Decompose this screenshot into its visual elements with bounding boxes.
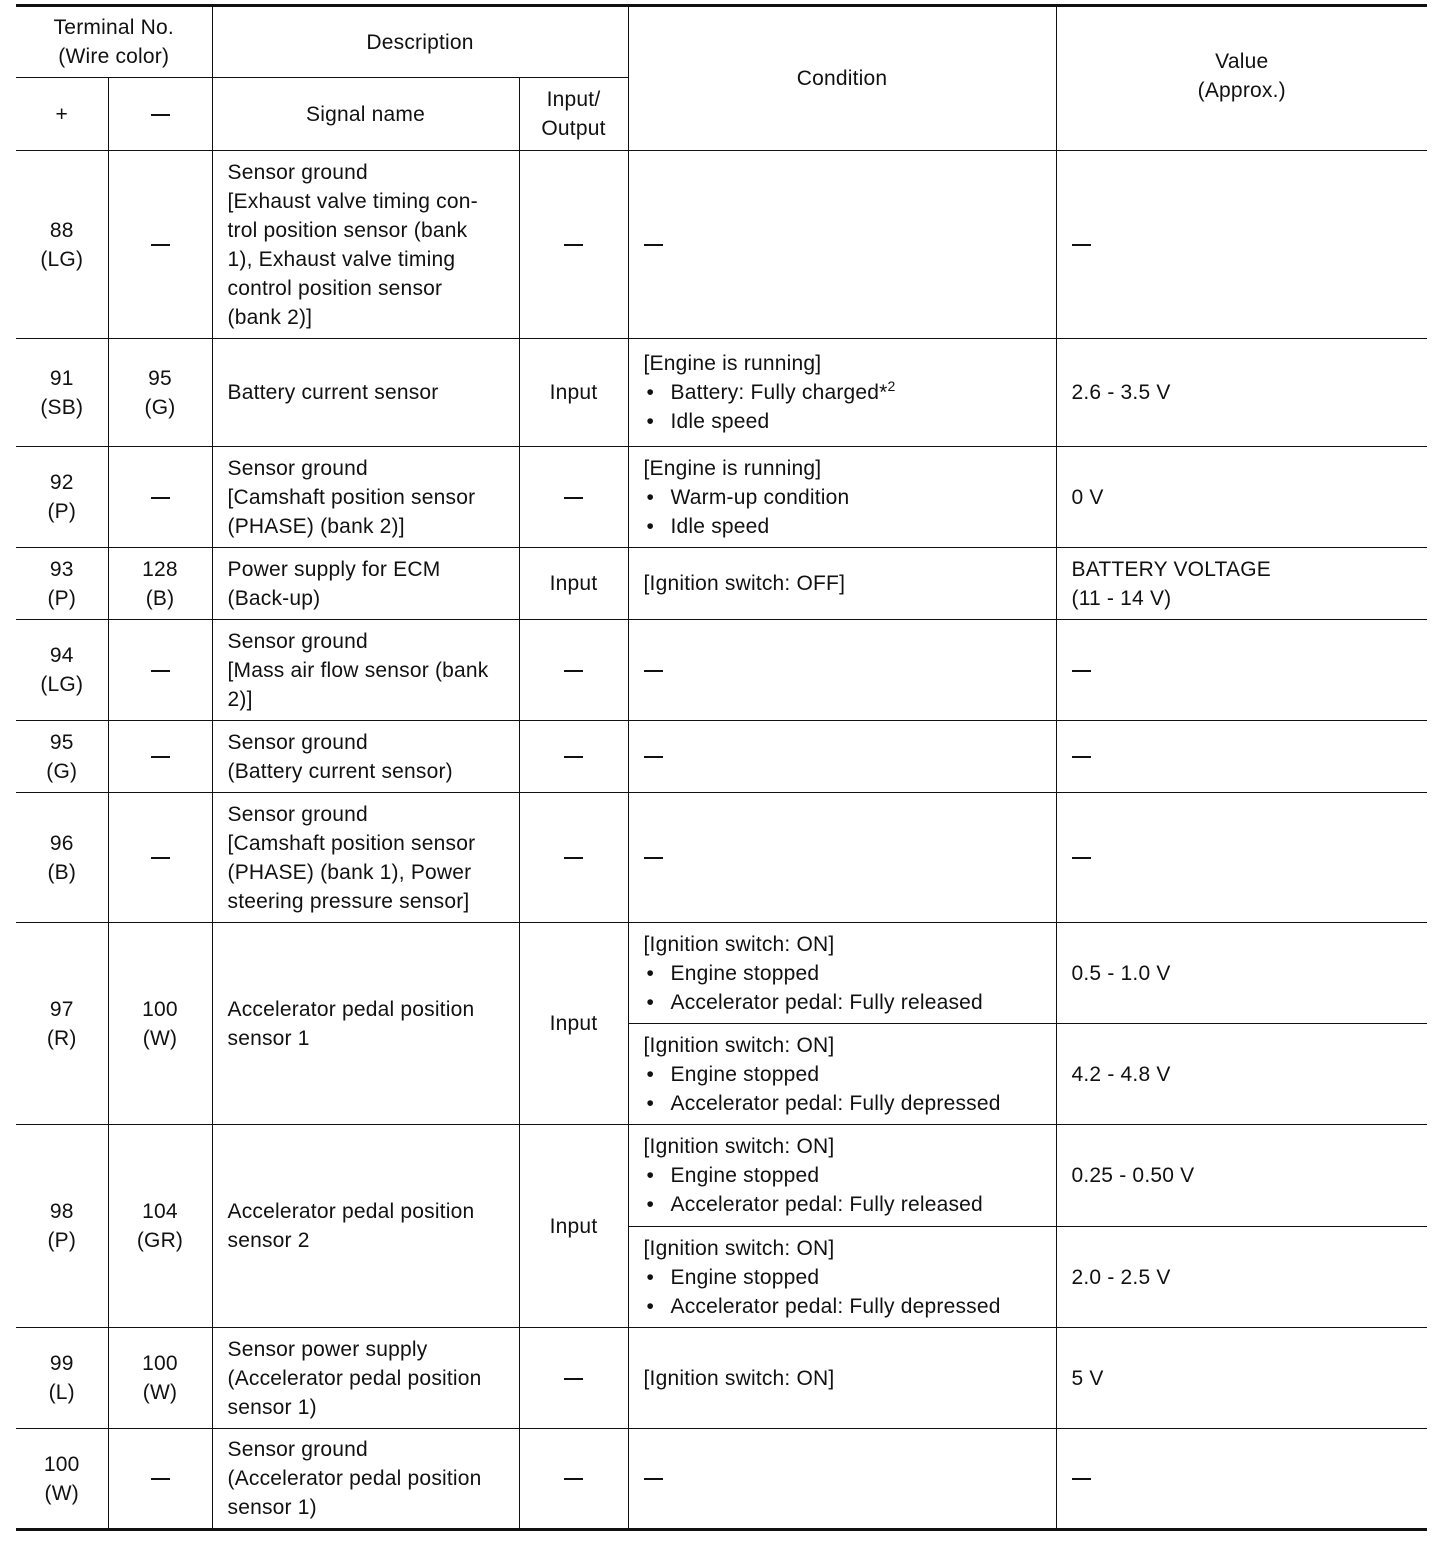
value bbox=[1056, 1328, 1427, 1429]
plus-terminal bbox=[16, 793, 108, 923]
dash-icon bbox=[644, 670, 663, 672]
dash-icon bbox=[564, 1478, 583, 1480]
value bbox=[1056, 1429, 1427, 1530]
terminal-header-text: Terminal No. (Wire color) bbox=[53, 16, 174, 68]
table-row bbox=[16, 447, 1427, 548]
dash-icon bbox=[151, 244, 170, 246]
condition-bullet bbox=[644, 1263, 1050, 1292]
cell-text: Input bbox=[549, 572, 598, 595]
cell-text: Sensor power supply (Accelerator pedal position sensor 1) bbox=[227, 1337, 482, 1419]
condition-header bbox=[628, 6, 1056, 151]
cell-text: 100 (W) bbox=[43, 1452, 80, 1505]
condition-bullet bbox=[644, 988, 1050, 1017]
bullet-icon: • bbox=[646, 514, 655, 538]
condition bbox=[628, 1429, 1056, 1530]
value bbox=[1056, 1227, 1427, 1328]
bullet-icon: • bbox=[646, 990, 655, 1014]
condition bbox=[628, 721, 1056, 793]
condition-head: [Engine is running] bbox=[643, 352, 822, 375]
cell-text: BATTERY VOLTAGE (11 - 14 V) bbox=[1071, 557, 1271, 610]
cell-text: 95 (G) bbox=[144, 366, 176, 419]
cell-text: 128 (B) bbox=[142, 557, 178, 610]
signal-name bbox=[212, 1429, 519, 1530]
dash-icon bbox=[644, 1478, 663, 1480]
cell-text: Sensor ground [Camshaft position sensor (PHASE) (bank 2)] bbox=[227, 456, 476, 538]
condition-head: [Ignition switch: ON] bbox=[643, 932, 835, 956]
dash-icon bbox=[151, 497, 170, 499]
condition-head: [Ignition switch: OFF] bbox=[643, 572, 846, 595]
plus-terminal bbox=[16, 548, 108, 620]
description-header bbox=[212, 6, 628, 78]
condition-bullet bbox=[644, 959, 1050, 988]
cell-text: Input bbox=[549, 381, 598, 404]
plus-header-text: + bbox=[55, 102, 68, 126]
minus-terminal bbox=[108, 548, 212, 620]
table-row bbox=[16, 721, 1427, 793]
cell-text: 88 (LG) bbox=[40, 218, 84, 271]
minus-terminal bbox=[108, 339, 212, 447]
table-row bbox=[16, 339, 1427, 447]
value bbox=[1056, 923, 1427, 1024]
input-output bbox=[519, 548, 628, 620]
table-row bbox=[16, 793, 1427, 923]
condition bbox=[628, 1024, 1056, 1125]
table-body bbox=[16, 151, 1427, 1530]
plus-header bbox=[16, 78, 108, 151]
dash-icon bbox=[1072, 244, 1091, 246]
dash-icon bbox=[644, 244, 663, 246]
condition-head: [Ignition switch: ON] bbox=[643, 1366, 835, 1390]
condition-bullet bbox=[644, 378, 1050, 407]
bullet-icon: • bbox=[646, 1294, 655, 1318]
input-output bbox=[519, 923, 628, 1125]
condition-bullet bbox=[644, 1292, 1050, 1321]
condition-bullet bbox=[644, 512, 1050, 541]
bullet-icon: • bbox=[646, 1265, 655, 1289]
condition bbox=[628, 1125, 1056, 1227]
table-row bbox=[16, 923, 1427, 1024]
condition-bullet-text: Idle speed bbox=[670, 410, 770, 433]
cell-text: Sensor ground (Accelerator pedal position sensor 1) bbox=[227, 1438, 482, 1519]
input-output bbox=[519, 1429, 628, 1530]
dash-icon bbox=[564, 497, 583, 499]
bullet-icon: • bbox=[646, 485, 655, 509]
condition-bullet bbox=[644, 1060, 1050, 1089]
cell-text: 4.2 - 4.8 V bbox=[1071, 1062, 1171, 1086]
condition bbox=[628, 793, 1056, 923]
input-output bbox=[519, 447, 628, 548]
dash-icon bbox=[644, 756, 663, 758]
cell-text: 98 (P) bbox=[47, 1200, 77, 1252]
signal-name bbox=[212, 339, 519, 447]
minus-terminal bbox=[108, 620, 212, 721]
condition-bullet bbox=[644, 483, 1050, 512]
signal-name bbox=[212, 548, 519, 620]
minus-terminal bbox=[108, 923, 212, 1125]
signal-name-header-text: Signal name bbox=[306, 102, 425, 126]
dash-icon bbox=[564, 244, 583, 246]
plus-terminal bbox=[16, 447, 108, 548]
dash-icon bbox=[151, 670, 170, 672]
minus-terminal bbox=[108, 1429, 212, 1530]
table-row bbox=[16, 151, 1427, 339]
value-header bbox=[1056, 6, 1427, 151]
bullet-icon: • bbox=[646, 961, 655, 985]
cell-text: Input bbox=[549, 1012, 598, 1035]
dash-icon bbox=[151, 756, 170, 758]
cell-text: Input bbox=[549, 1214, 598, 1238]
input-output bbox=[519, 1328, 628, 1429]
plus-terminal bbox=[16, 1328, 108, 1429]
input-output bbox=[519, 339, 628, 447]
signal-name bbox=[212, 923, 519, 1125]
value bbox=[1056, 620, 1427, 721]
condition-bullet-text: Accelerator pedal: Fully released bbox=[670, 1193, 983, 1216]
value bbox=[1056, 793, 1427, 923]
table-row bbox=[16, 1328, 1427, 1429]
condition bbox=[628, 548, 1056, 620]
value bbox=[1056, 1125, 1427, 1227]
signal-name bbox=[212, 620, 519, 721]
cell-text: Sensor ground [Exhaust valve timing con- trol position sensor (bank 1), Exhaust valve timing control position sensor (bank 2)] bbox=[227, 160, 478, 329]
condition-bullet-text: Accelerator pedal: Fully depressed bbox=[670, 1091, 1001, 1115]
cell-text: 93 (P) bbox=[47, 557, 77, 610]
cell-text: Accelerator pedal position sensor 2 bbox=[227, 1200, 475, 1252]
cell-text: Sensor ground (Battery current sensor) bbox=[227, 730, 453, 783]
condition bbox=[628, 1227, 1056, 1328]
condition-bullet bbox=[644, 1190, 1050, 1219]
footnote-ref: 2 bbox=[887, 378, 896, 394]
cell-text: Sensor ground [Camshaft position sensor (PHASE) (bank 1), Power steering pressure sensor] bbox=[227, 802, 476, 913]
minus-terminal bbox=[108, 793, 212, 923]
plus-terminal bbox=[16, 1429, 108, 1530]
dash-icon bbox=[564, 670, 583, 672]
dash-icon bbox=[564, 756, 583, 758]
condition bbox=[628, 620, 1056, 721]
condition bbox=[628, 447, 1056, 548]
terminal-header bbox=[16, 6, 212, 78]
bullet-icon: • bbox=[646, 1164, 655, 1187]
condition bbox=[628, 923, 1056, 1024]
cell-text: 91 (SB) bbox=[40, 366, 84, 419]
table-row bbox=[16, 1125, 1427, 1227]
plus-terminal bbox=[16, 1125, 108, 1328]
dash-icon bbox=[1072, 1478, 1091, 1480]
minus-terminal bbox=[108, 1328, 212, 1429]
bullet-icon: • bbox=[646, 381, 655, 404]
condition bbox=[628, 339, 1056, 447]
condition-bullet-text: Idle speed bbox=[670, 514, 770, 538]
dash-icon bbox=[644, 857, 663, 859]
condition-head: [Ignition switch: ON] bbox=[643, 1236, 835, 1260]
cell-text: 100 (W) bbox=[142, 997, 178, 1050]
condition-header-text: Condition bbox=[796, 67, 888, 90]
bullet-icon: • bbox=[646, 1193, 655, 1216]
minus-terminal bbox=[108, 1125, 212, 1328]
bullet-icon: • bbox=[646, 1091, 655, 1115]
table-row bbox=[16, 1429, 1427, 1530]
signal-name bbox=[212, 1125, 519, 1328]
condition-bullet-text: Engine stopped bbox=[670, 1164, 820, 1187]
input-output bbox=[519, 793, 628, 923]
cell-text: 95 (G) bbox=[46, 730, 78, 783]
cell-text: 0.25 - 0.50 V bbox=[1071, 1164, 1195, 1187]
terminal-table bbox=[16, 4, 1427, 1531]
cell-text: 2.6 - 3.5 V bbox=[1071, 381, 1171, 404]
condition-head: [Ignition switch: ON] bbox=[643, 1033, 835, 1057]
minus-terminal bbox=[108, 151, 212, 339]
value bbox=[1056, 339, 1427, 447]
bullet-icon: • bbox=[646, 1062, 655, 1086]
plus-terminal bbox=[16, 923, 108, 1125]
dash-icon bbox=[1072, 857, 1091, 859]
dash-icon bbox=[564, 857, 583, 859]
value bbox=[1056, 1024, 1427, 1125]
condition-bullet bbox=[644, 407, 1050, 436]
minus-header bbox=[108, 78, 212, 151]
cell-text: 104 (GR) bbox=[136, 1200, 184, 1252]
condition-head: [Ignition switch: ON] bbox=[643, 1135, 835, 1158]
cell-text: 97 (R) bbox=[46, 997, 77, 1050]
description-header-text: Description bbox=[366, 30, 474, 54]
condition-bullet-text: Engine stopped bbox=[670, 1062, 820, 1086]
plus-terminal bbox=[16, 721, 108, 793]
condition bbox=[628, 1328, 1056, 1429]
dash-icon bbox=[151, 857, 170, 859]
condition-bullet bbox=[644, 1161, 1050, 1190]
io-header bbox=[519, 78, 628, 151]
minus-terminal bbox=[108, 721, 212, 793]
bullet-icon: • bbox=[646, 410, 655, 433]
signal-name bbox=[212, 721, 519, 793]
condition-bullet-text: Accelerator pedal: Fully depressed bbox=[670, 1294, 1001, 1318]
input-output bbox=[519, 620, 628, 721]
input-output bbox=[519, 1125, 628, 1328]
condition-bullet-text: Battery: Fully charged* bbox=[670, 381, 888, 404]
cell-text: 92 (P) bbox=[47, 471, 77, 523]
value bbox=[1056, 548, 1427, 620]
cell-text: 94 (LG) bbox=[40, 644, 84, 696]
signal-name-header bbox=[212, 78, 519, 151]
dash-icon bbox=[1072, 756, 1091, 758]
condition-bullet-text: Warm-up condition bbox=[670, 485, 850, 509]
condition-head: [Engine is running] bbox=[643, 456, 822, 480]
cell-text: Accelerator pedal position sensor 1 bbox=[227, 997, 475, 1050]
cell-text: Power supply for ECM (Back-up) bbox=[227, 557, 441, 610]
condition-bullet bbox=[644, 1089, 1050, 1118]
cell-text: 2.0 - 2.5 V bbox=[1071, 1265, 1171, 1289]
plus-terminal bbox=[16, 620, 108, 721]
cell-text: 100 (W) bbox=[142, 1352, 178, 1404]
table-row bbox=[16, 548, 1427, 620]
cell-text: 0.5 - 1.0 V bbox=[1071, 961, 1171, 985]
cell-text: 96 (B) bbox=[47, 831, 77, 884]
io-header-text: Input/ Output bbox=[541, 88, 606, 140]
value bbox=[1056, 447, 1427, 548]
value-header-text: Value (Approx.) bbox=[1197, 50, 1286, 102]
signal-name bbox=[212, 793, 519, 923]
condition-bullet-text: Engine stopped bbox=[670, 1265, 820, 1289]
condition bbox=[628, 151, 1056, 339]
minus-terminal bbox=[108, 447, 212, 548]
cell-text: Sensor ground [Mass air flow sensor (bank 2)] bbox=[227, 629, 489, 711]
plus-terminal bbox=[16, 151, 108, 339]
cell-text: 5 V bbox=[1071, 1366, 1104, 1390]
input-output bbox=[519, 151, 628, 339]
cell-text: Battery current sensor bbox=[227, 381, 439, 404]
cell-text: 99 (L) bbox=[48, 1352, 75, 1404]
signal-name bbox=[212, 151, 519, 339]
cell-text: 0 V bbox=[1071, 485, 1104, 509]
plus-terminal bbox=[16, 339, 108, 447]
condition-bullet-text: Accelerator pedal: Fully released bbox=[670, 990, 983, 1014]
input-output bbox=[519, 721, 628, 793]
minus-dash-icon bbox=[151, 114, 170, 116]
dash-icon bbox=[1072, 670, 1091, 672]
value bbox=[1056, 721, 1427, 793]
value bbox=[1056, 151, 1427, 339]
dash-icon bbox=[151, 1478, 170, 1480]
signal-name bbox=[212, 447, 519, 548]
table-row bbox=[16, 620, 1427, 721]
signal-name bbox=[212, 1328, 519, 1429]
condition-bullet-text: Engine stopped bbox=[670, 961, 820, 985]
dash-icon bbox=[564, 1378, 583, 1380]
